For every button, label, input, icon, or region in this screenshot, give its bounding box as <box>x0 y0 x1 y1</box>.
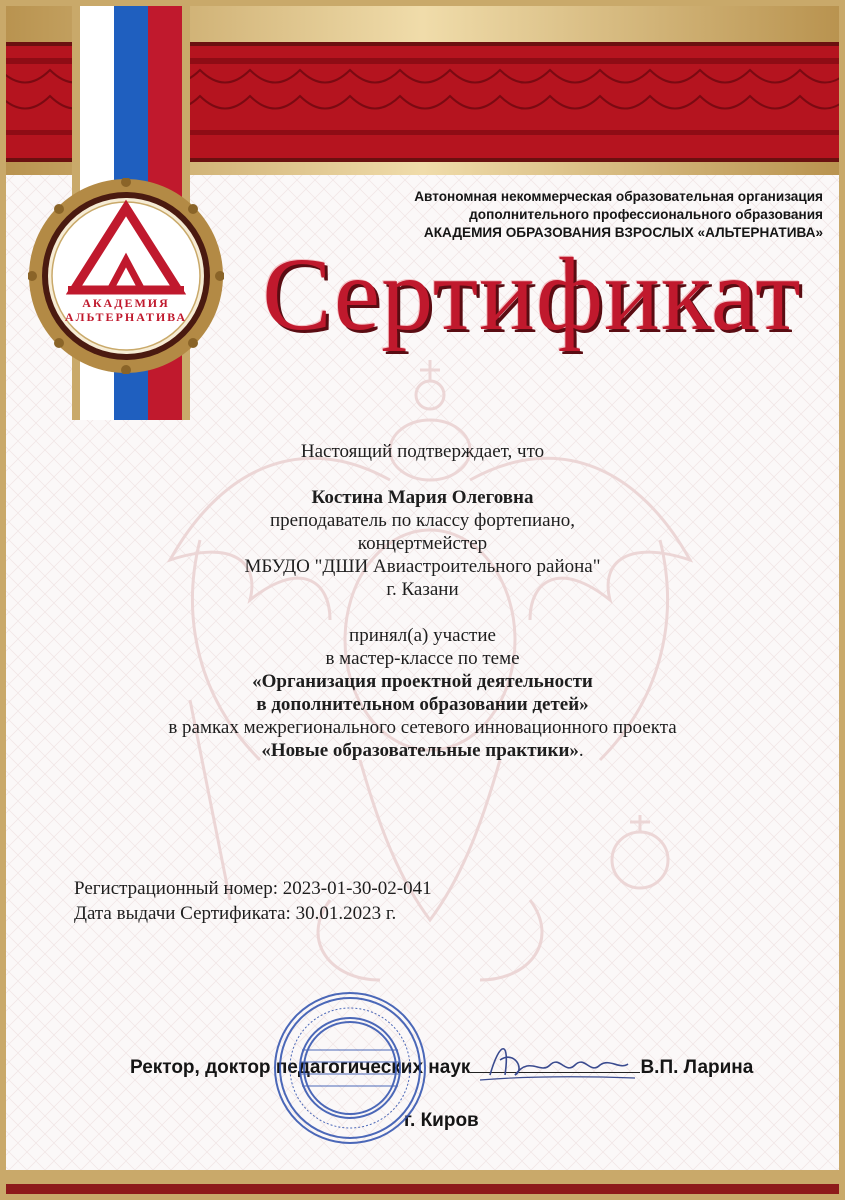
bottom-decorative-band <box>0 1170 845 1200</box>
certificate-body <box>0 440 845 762</box>
registration-number: Регистрационный номер: 2023-01-30-02-041 <box>74 878 432 899</box>
recipient-position-1: преподаватель по классу фортепиано, <box>269 510 576 531</box>
recipient-position-2: концертмейстер <box>357 533 488 554</box>
topic-line-2: в дополнительном образовании детей» <box>256 694 589 715</box>
certificate-title: Сертификат <box>262 237 802 352</box>
logo-text-line2: АЛЬТЕРНАТИВА <box>64 310 188 324</box>
signatory-title: Ректор, доктор педагогических наук <box>130 1057 471 1078</box>
logo-text-line1: АКАДЕМИЯ <box>82 296 170 310</box>
recipient-city: г. Казани <box>386 579 459 600</box>
project-line <box>0 739 845 762</box>
event-type-text: в мастер-классе по теме <box>325 648 520 669</box>
signature-line <box>130 1052 770 1083</box>
org-line-1: Автономная некоммерческая образовательная организация <box>414 189 823 204</box>
issue-date: Дата выдачи Сертификата: 30.01.2023 г. <box>74 903 397 924</box>
intro-text: Настоящий подтверждает, что <box>300 441 545 462</box>
project-name: «Новые образовательные практики» <box>261 740 579 761</box>
handwritten-signature <box>470 1030 640 1090</box>
recipient-institution: МБУДО "ДШИ Авиастроительного района" <box>244 556 601 577</box>
participation-text: принял(а) участие <box>349 625 496 646</box>
issue-city: г. Киров <box>404 1110 479 1131</box>
logo-text <box>36 296 216 324</box>
official-stamp <box>272 990 428 1146</box>
project-intro: в рамках межрегионального сетевого инновационного проекта <box>168 717 677 738</box>
recipient-name: Костина Мария Олеговна <box>311 487 534 508</box>
registration-info <box>74 876 432 926</box>
academy-logo-medal <box>28 178 224 374</box>
org-line-3: АКАДЕМИЯ ОБРАЗОВАНИЯ ВЗРОСЛЫХ «АЛЬТЕРНАТИВА» <box>423 225 823 240</box>
project-end: . <box>578 740 584 761</box>
org-line-2: дополнительного профессионального образования <box>469 207 823 222</box>
topic-line-1: «Организация проектной деятельности <box>252 671 593 692</box>
signatory-name: В.П. Ларина <box>640 1057 754 1078</box>
